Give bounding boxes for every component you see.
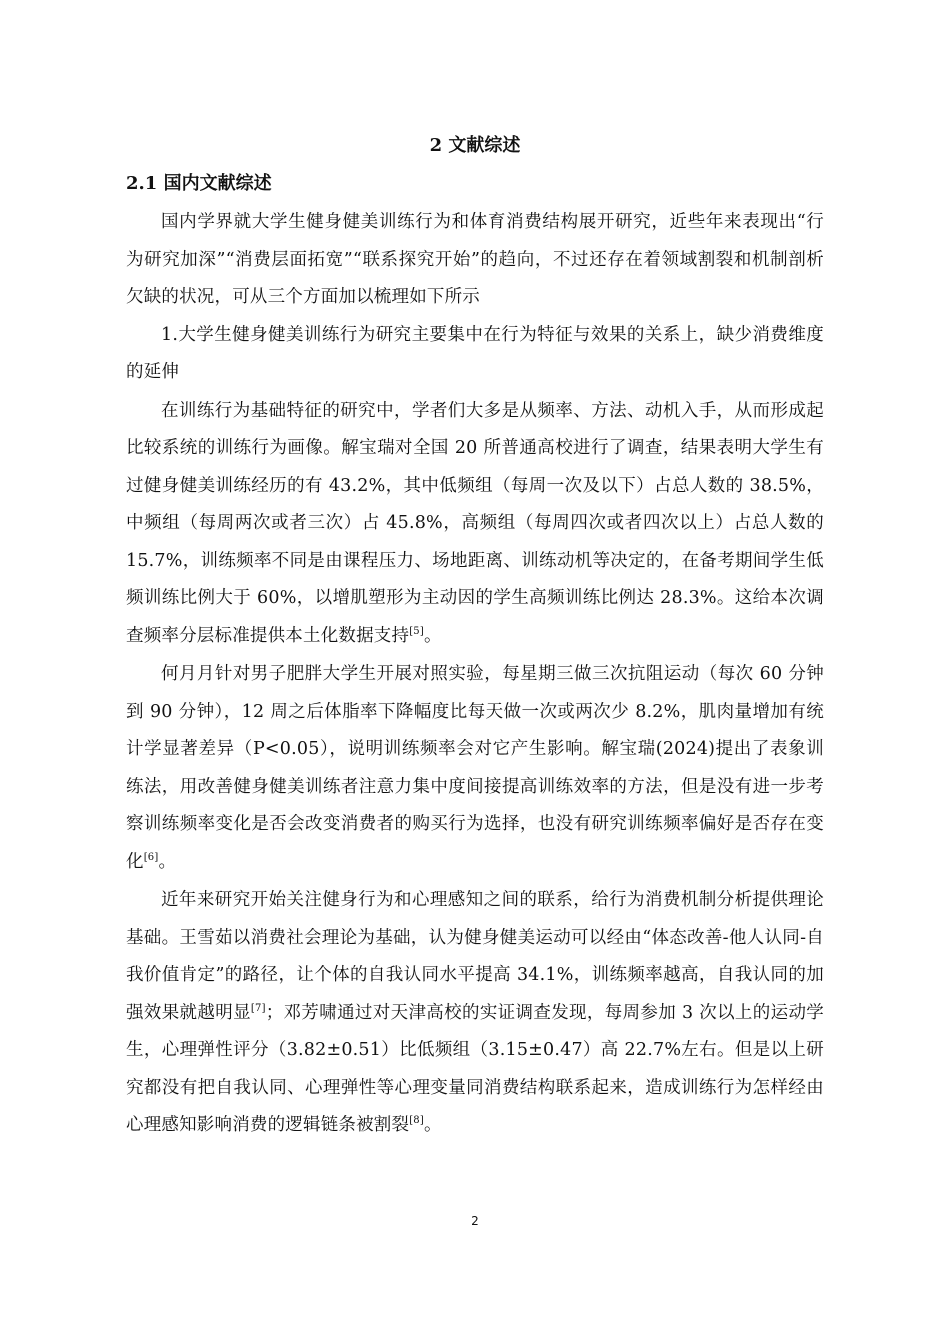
- paragraph-text: 近年来研究开始关注健身行为和心理感知之间的联系，给行为消费机制分析提供理论基础。王雪茹以消费社会理论为基础，认为健身健美运动可以经由“体态改善-他人认同-自我价值肯定”的路径，让个体的自我认同水平提高 34.1%，训练频率越高，自我认同的加强效果就越明显: [126, 890, 824, 1023]
- paragraph-intro: [126, 204, 824, 317]
- paragraph-tail: ；邓芳啸通过对天津高校的实证调查发现，每周参加 3 次以上的运动学生，心理弹性评分（3.82±0.51）比低频组（3.15±0.47）高 22.7%左右。但是以上研究都没有把自我认同、心理弹性等心理变量同消费结构联系起来，造成训练行为怎样经由心理感知影响消费的逻辑链条被割裂: [126, 1002, 825, 1135]
- paragraph-training-frequency: [126, 393, 824, 656]
- paragraph-text: 在训练行为基础特征的研究中，学者们大多是从频率、方法、动机入手，从而形成起比较系统的训练行为画像。解宝瑞对全国 20 所普通高校进行了调查，结果表明大学生有过健身健美训练经历的有 43.2%，其中低频组（每周一次及以下）占总人数的 38.5%，中频组（每周两次或者三次）占 45.8%，高频组（每周四次或者四次以上）占总人数的 15.7%，训练频率不同是由课程压力、场地距离、训练动机等决定的，在备考期间学生低频训练比例大于 60%，以增肌塑形为主动因的学生高频训练比例达 28.3%。这给本次调查频率分层标准提供本土化数据支持: [126, 400, 824, 646]
- citation-ref: [6]: [143, 851, 159, 863]
- paragraph-text: 1.大学生健身健美训练行为研究主要集中在行为特征与效果的关系上，缺少消费维度的延伸: [126, 324, 824, 382]
- paragraph-tail: 。: [423, 1115, 442, 1135]
- chapter-title: 2 文献综述: [429, 135, 521, 156]
- paragraph-text: 何月月针对男子肥胖大学生开展对照实验，每星期三做三次抗阻运动（每次 60 分钟到 90 分钟），12 周之后体脂率下降幅度比每天做一次或两次少 8.2%，肌肉量增加有统计学显著差异（P<0.05），说明训练频率会对它产生影响。解宝瑞(2024)提出了表象训练法，用改善健身健美训练者注意力集中度间接提高训练效率的方法，但是没有进一步考察训练频率变化是否会改变消费者的购买行为选择，也没有研究训练频率偏好是否存在变化: [126, 664, 824, 872]
- paragraph-psychology: [126, 882, 824, 1145]
- citation-ref: [7]: [250, 1002, 266, 1014]
- paragraph-experiment: [126, 656, 824, 881]
- paragraph-text: 国内学界就大学生健身健美训练行为和体育消费结构展开研究，近些年来表现出“行为研究加深”“消费层面拓宽”“联系探究开始”的趋向，不过还存在着领域割裂和机制剖析欠缺的状况，可从三个方面加以梳理如下所示: [126, 212, 824, 307]
- paragraph-tail: 。: [158, 851, 177, 872]
- paragraph-tail: 。: [423, 625, 442, 646]
- section-title: 2.1 国内文献综述: [126, 173, 272, 194]
- page-number: 2: [471, 1214, 479, 1228]
- paragraph-subheading: [126, 317, 824, 392]
- citation-ref: [5]: [409, 625, 424, 637]
- citation-ref: [8]: [409, 1115, 424, 1127]
